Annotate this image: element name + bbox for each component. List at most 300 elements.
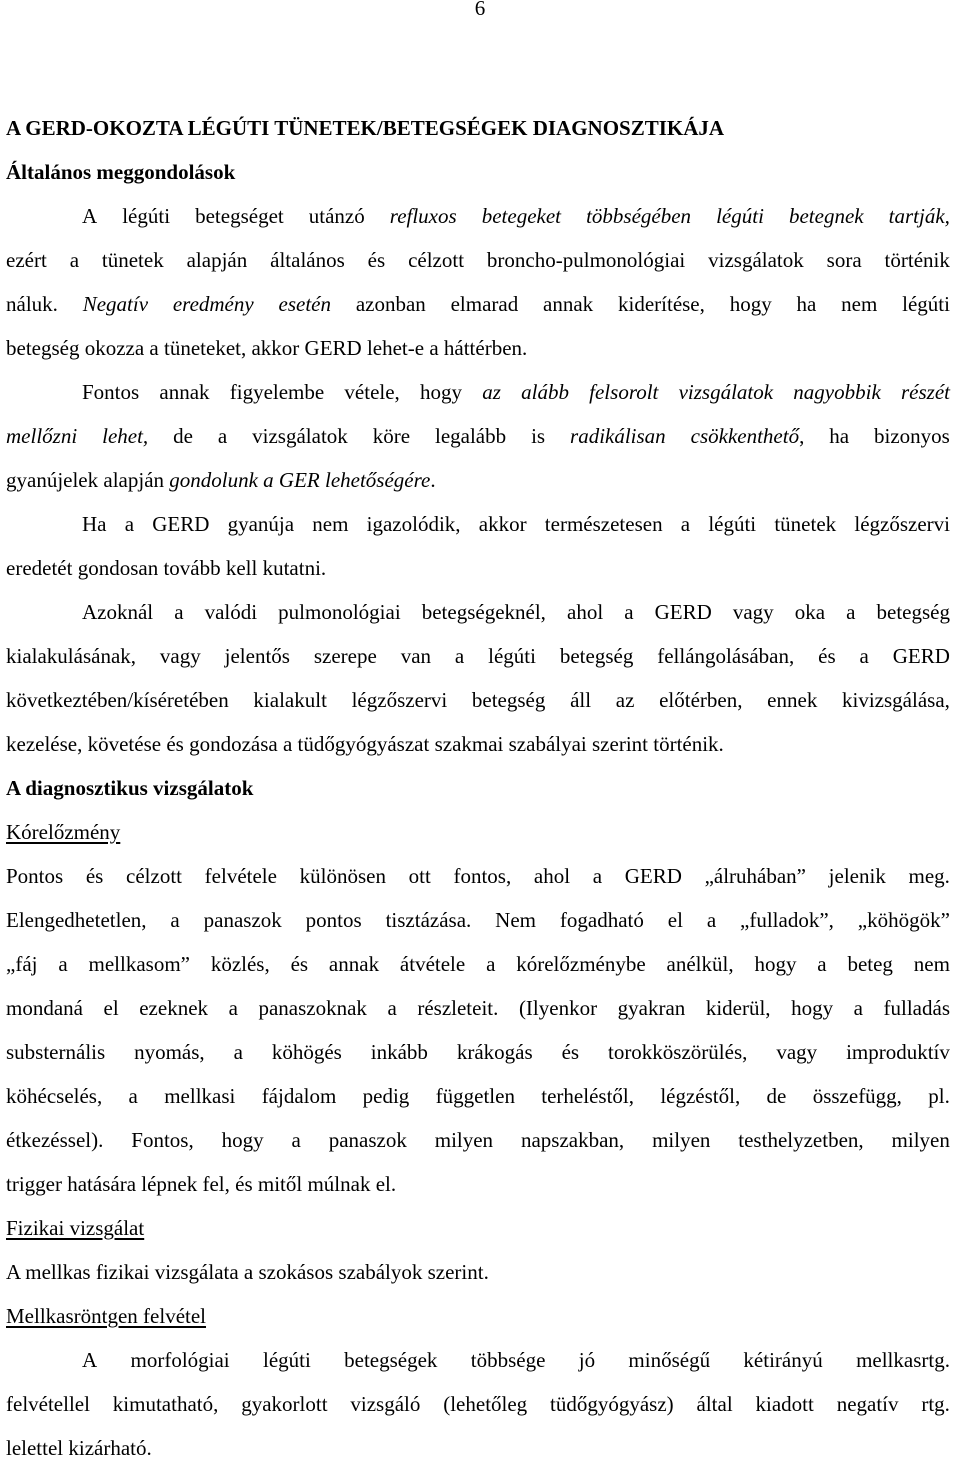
text-run: GERD (624, 864, 682, 888)
text-run: ezért (6, 248, 47, 272)
text-run: testhelyzetben, (738, 1128, 864, 1152)
heading-text: Mellkasröntgen felvétel (6, 1304, 207, 1328)
text-run: a (233, 1040, 243, 1064)
text-run: kimutatható, (112, 1392, 219, 1416)
text-run: vizsgálatok (252, 424, 348, 448)
paragraph-line (6, 986, 950, 1030)
text-run: , (799, 424, 805, 448)
word (436, 1074, 515, 1118)
text-run: refluxos (389, 204, 457, 228)
text-run: a (592, 864, 603, 888)
word (793, 370, 880, 414)
text-run: anélkül, (666, 952, 734, 976)
text-run: légúti (488, 644, 536, 668)
word (82, 1338, 97, 1382)
text-run: fájdalom (261, 1084, 337, 1108)
word (901, 370, 950, 414)
text-run: kialakult (253, 688, 327, 712)
text-run: pontos (305, 908, 362, 932)
word (472, 678, 545, 722)
text-run: és (290, 952, 309, 976)
word (877, 590, 950, 634)
paragraph-line (6, 282, 950, 326)
word (139, 986, 208, 1030)
text-run: nyomás, (134, 1040, 205, 1064)
text-run: jelentős (224, 644, 290, 668)
text-run: annak (543, 292, 594, 316)
word (854, 986, 863, 1030)
text-run: természetesen (544, 512, 663, 536)
text-run: különösen (299, 864, 386, 888)
section-subheading (6, 810, 950, 854)
text-run: betegség (559, 644, 634, 668)
text-run: vagy (732, 600, 774, 624)
word (409, 854, 431, 898)
text-run: legalább (434, 424, 507, 448)
text-run: történik (884, 248, 950, 272)
word (560, 634, 633, 678)
word (164, 1074, 235, 1118)
word (104, 986, 119, 1030)
word (829, 854, 886, 898)
word (205, 854, 277, 898)
text-run: köhögés (271, 1040, 342, 1064)
text-run: gyakorlott (241, 1392, 328, 1416)
text-run: nagyobbik (793, 380, 881, 404)
text-run: tünetek (101, 248, 164, 272)
text-run: annak (159, 380, 210, 404)
word (400, 942, 465, 986)
text-run: és (367, 248, 386, 272)
text-run: el (103, 996, 119, 1020)
word (708, 502, 756, 546)
word (884, 986, 950, 1030)
word (560, 898, 644, 942)
word (300, 854, 386, 898)
word (860, 634, 869, 678)
text-run: a (124, 512, 135, 536)
word (159, 370, 209, 414)
word (776, 1030, 817, 1074)
text-run: gyakran (617, 996, 686, 1020)
word (195, 194, 284, 238)
text-run: fogadható (559, 908, 644, 932)
word (129, 1074, 138, 1118)
word (829, 414, 849, 458)
text-run: jó (578, 1348, 596, 1372)
text-run: pedig (362, 1084, 410, 1108)
text-run: gondolunk a GER lehetőségére (169, 468, 431, 492)
word (716, 194, 764, 238)
text-run: akkor (478, 512, 527, 536)
word (730, 282, 772, 326)
word (6, 282, 58, 326)
word (846, 590, 855, 634)
text-run: és (85, 864, 104, 888)
text-run: gyanújelek alapján (6, 468, 170, 492)
word (230, 370, 324, 414)
text-run: köhécselés, (6, 1084, 103, 1108)
word (272, 1030, 342, 1074)
word (82, 502, 107, 546)
word (204, 898, 282, 942)
text-run: részét (900, 380, 950, 404)
text-run: a (387, 996, 397, 1020)
text-run: bizonyos (874, 424, 950, 448)
word (252, 414, 348, 458)
text-run: légúti (708, 512, 757, 536)
word (371, 1030, 428, 1074)
word (373, 414, 410, 458)
text-run: negatív (836, 1392, 899, 1416)
word (874, 414, 950, 458)
word (70, 238, 79, 282)
text-run: ha (829, 424, 850, 448)
text-run: broncho-pulmonológiai (486, 248, 686, 272)
word (679, 370, 774, 414)
text-run: áll (570, 688, 592, 712)
text-run: elmarad (450, 292, 519, 316)
text-run: ennek (767, 688, 818, 712)
word (278, 590, 401, 634)
text-run: rtg. (921, 1392, 950, 1416)
word (6, 678, 229, 722)
text-run: tartják, (888, 204, 950, 228)
text-run: tisztázása. (385, 908, 472, 932)
word (545, 502, 663, 546)
word (262, 1074, 337, 1118)
text-run: többségében (586, 204, 692, 228)
text-run: esetén (278, 292, 331, 316)
text-run: a (846, 600, 856, 624)
word (229, 986, 238, 1030)
word (173, 414, 193, 458)
text-run: lelettel kizárható. (6, 1436, 152, 1460)
paragraph-line (6, 1030, 950, 1074)
word (858, 898, 950, 942)
word (134, 1030, 205, 1074)
text-run: sora (826, 248, 862, 272)
text-run: igazolódik, (366, 512, 461, 536)
word (909, 854, 950, 898)
word (657, 634, 794, 678)
text-run: mellkasi (164, 1084, 236, 1108)
word (408, 238, 464, 282)
text-run: Negatív (82, 292, 149, 316)
text-run: légzéstől, (660, 1084, 741, 1108)
word (131, 1338, 230, 1382)
text-run: kiderítése, (618, 292, 705, 316)
word (841, 282, 877, 326)
text-run: pulmonológiai (278, 600, 401, 624)
text-run: hogy (729, 292, 772, 316)
text-run: a (228, 996, 238, 1020)
text-run: „köhögök” (857, 908, 950, 932)
text-run: kórelőzménybe (516, 952, 646, 976)
word (367, 502, 461, 546)
word (570, 678, 591, 722)
word (279, 282, 331, 326)
text-run: panaszok (203, 908, 282, 932)
word (89, 942, 190, 986)
word (58, 942, 67, 986)
word (82, 590, 153, 634)
paragraph-line (6, 238, 950, 282)
paragraph-line (6, 634, 950, 678)
word (83, 282, 148, 326)
text-run: kezelése, követése és gondozása a tüdőgyógyászat szakmai szabályai szerint történik. (6, 732, 724, 756)
paragraph-line (6, 546, 950, 590)
word (885, 238, 950, 282)
word (211, 942, 270, 986)
word (457, 1030, 533, 1074)
word (6, 898, 147, 942)
word (102, 238, 164, 282)
word (225, 634, 290, 678)
paragraph-line (6, 370, 950, 414)
word (241, 1382, 327, 1426)
word (842, 678, 950, 722)
word (488, 634, 536, 678)
text-run: „fáj (6, 952, 38, 976)
text-run: felsorolt (589, 380, 659, 404)
text-run: de (173, 424, 193, 448)
word (122, 194, 170, 238)
text-run: Fontos (82, 380, 140, 404)
text-run: betegnek (788, 204, 864, 228)
text-run: légúti (262, 1348, 311, 1372)
word (6, 414, 77, 458)
text-run: kétirányú (743, 1348, 823, 1372)
text-run: kiderül, (705, 996, 771, 1020)
text-run: pl. (928, 1084, 950, 1108)
word (705, 854, 806, 898)
text-run: valódi (204, 600, 258, 624)
text-run: A (82, 204, 98, 228)
text-run: által (696, 1392, 733, 1416)
heading-text: Fizikai vizsgálat (6, 1216, 145, 1240)
text-run: vizsgálatok (708, 248, 804, 272)
word (589, 370, 658, 414)
text-run: Elengedhetetlen, (6, 908, 147, 932)
text-run: . (430, 468, 436, 492)
word (471, 1338, 546, 1382)
word (516, 942, 645, 986)
word (113, 1382, 219, 1426)
text-run: kiadott (755, 1392, 814, 1416)
text-run: nem (913, 952, 950, 976)
text-run: felvétele (204, 864, 277, 888)
text-run: betegségeknél, (421, 600, 546, 624)
text-run: eredmény (172, 292, 254, 316)
text-run: Fontos, (131, 1128, 194, 1152)
word (668, 898, 683, 942)
paragraph-line (6, 722, 950, 766)
text-run: étkezéssel). (6, 1128, 104, 1152)
text-run: fontos, (453, 864, 512, 888)
word (126, 854, 182, 898)
word (435, 1118, 493, 1162)
word (386, 898, 472, 942)
word (451, 282, 519, 326)
text-run: (Ilyenkor (518, 996, 598, 1020)
word (756, 1382, 814, 1426)
word (6, 634, 136, 678)
paragraph-line (6, 590, 950, 634)
heading-text: Kórelőzmény (6, 820, 121, 844)
text-run: Nem (495, 908, 536, 932)
word (818, 634, 836, 678)
word (521, 1118, 624, 1162)
word (652, 1118, 710, 1162)
section-subheading (6, 1294, 950, 1338)
word (350, 1382, 420, 1426)
text-run: fellángolásában, (657, 644, 795, 668)
text-run: a (853, 996, 863, 1020)
text-run: közlés, (210, 952, 270, 976)
paragraph-line (6, 1074, 950, 1118)
word (774, 502, 836, 546)
word (152, 502, 209, 546)
text-run: meg. (908, 864, 950, 888)
word (6, 1382, 90, 1426)
text-run: tünetek (774, 512, 837, 536)
text-run: általános (270, 248, 345, 272)
text-run: eredetét gondosan tovább kell kutatni. (6, 556, 327, 580)
word (422, 590, 546, 634)
text-run: trigger hatására lépnek fel, és mitől múlnak el. (6, 1172, 397, 1196)
word (420, 370, 462, 414)
text-run: lehet, (102, 424, 149, 448)
word (314, 634, 377, 678)
word (6, 986, 83, 1030)
word (253, 678, 326, 722)
text-run: nem (312, 512, 349, 536)
word (329, 942, 379, 986)
text-run: mondaná (6, 996, 83, 1020)
text-run: A (82, 1348, 98, 1372)
text-run: átvétele (399, 952, 466, 976)
text-run: köre (372, 424, 411, 448)
word (797, 282, 817, 326)
word (655, 590, 712, 634)
text-run: összefügg, (812, 1084, 902, 1108)
word (6, 1030, 105, 1074)
text-run: az (482, 380, 501, 404)
text-run: betegség (876, 600, 950, 624)
text-run: a (291, 1128, 301, 1152)
text-run: ahol (533, 864, 571, 888)
paragraph-line (6, 1382, 950, 1426)
text-run: vagy (776, 1040, 818, 1064)
word (228, 502, 294, 546)
word (618, 986, 686, 1030)
text-run: ott (408, 864, 431, 888)
word (889, 194, 950, 238)
word (270, 238, 345, 282)
text-run: van (400, 644, 432, 668)
document-body (6, 106, 950, 1470)
word (125, 502, 134, 546)
section-subheading (6, 1206, 950, 1250)
word (82, 370, 139, 414)
word (82, 194, 97, 238)
paragraph-line (6, 1426, 950, 1470)
word (453, 854, 511, 898)
word (368, 238, 386, 282)
text-run: (lehetőleg (443, 1392, 528, 1416)
text-run: vétele, (344, 380, 400, 404)
text-run: el (667, 908, 683, 932)
paragraph-line (6, 1162, 950, 1206)
word (817, 942, 826, 986)
text-run: milyen (434, 1128, 494, 1152)
word (187, 238, 248, 282)
word (387, 986, 396, 1030)
word (854, 502, 950, 546)
text-run: náluk. (6, 292, 58, 316)
word (131, 1118, 193, 1162)
word (102, 414, 148, 458)
word (691, 414, 805, 458)
word (708, 238, 804, 282)
paragraph-line (6, 1338, 950, 1382)
word (579, 1338, 595, 1382)
text-run: A mellkas fizikai vizsgálata a szokásos szabályok szerint. (6, 1260, 489, 1284)
word (593, 854, 602, 898)
word (6, 238, 47, 282)
word (173, 282, 254, 326)
text-run: többsége (470, 1348, 546, 1372)
text-run: milyen (891, 1128, 950, 1152)
text-run: szerepe (313, 644, 377, 668)
section-heading (6, 766, 950, 810)
text-run: ezeknek (139, 996, 209, 1020)
word (740, 898, 834, 942)
heading-text: A diagnosztikus vizsgálatok (6, 776, 254, 800)
word (813, 1074, 902, 1118)
word (390, 194, 457, 238)
heading-text: Általános meggondolások (6, 160, 236, 184)
text-run: a (859, 644, 869, 668)
text-run: „fulladok”, (740, 908, 834, 932)
text-run: a (624, 600, 634, 624)
text-run: a (128, 1084, 138, 1108)
word (222, 1118, 264, 1162)
text-run: mellkasom” (88, 952, 190, 976)
word (767, 1074, 787, 1118)
word (482, 194, 561, 238)
word (928, 1074, 950, 1118)
word (312, 502, 348, 546)
text-run: a (817, 952, 827, 976)
word (495, 898, 536, 942)
text-run: betegeket (481, 204, 562, 228)
text-run: a (680, 512, 691, 536)
paragraph-line (6, 1118, 950, 1162)
text-run: kialakulásának, (6, 644, 137, 668)
text-run: panaszok (328, 1128, 407, 1152)
word (570, 414, 666, 458)
text-run: ahol (567, 600, 604, 624)
word (170, 898, 179, 942)
word (707, 898, 716, 942)
text-run: minőségű (628, 1348, 711, 1372)
text-run: a (170, 908, 180, 932)
text-run: annak (328, 952, 380, 976)
word (6, 1118, 103, 1162)
text-run: hogy (791, 996, 834, 1020)
